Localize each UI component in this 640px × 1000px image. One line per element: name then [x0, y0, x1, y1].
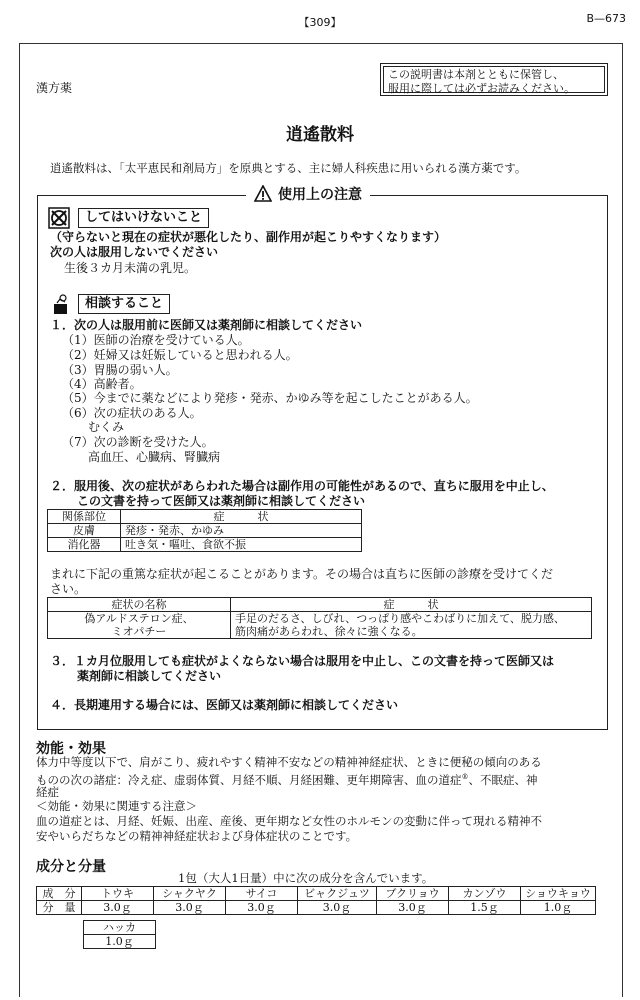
ingredient-amount: 3.0ｇ — [226, 901, 298, 915]
q1-item-3: （3）胃腸の弱い人。 — [62, 363, 178, 377]
ingredients-heading: 成分と分量 — [36, 859, 106, 875]
ingredients-table-extra — [83, 920, 156, 949]
ingredient-name: カンゾウ — [449, 887, 521, 901]
efficacy-heading: 効能・効果 — [36, 741, 106, 757]
q1-item-5: （5）今までに薬などにより発疹・発赤、かゆみ等を起こしたことがある人。 — [62, 391, 478, 405]
rare-note-end: さい。 — [50, 582, 87, 596]
ingredient-name: ハッカ — [84, 921, 156, 935]
ingredient-name: トウキ — [82, 887, 154, 901]
registered-mark: ® — [461, 773, 469, 781]
ingredient-name: ビャクジュツ — [298, 887, 377, 901]
ingredient-amount: 1.0ｇ — [84, 935, 156, 949]
ingredient-amount: 3.0ｇ — [82, 901, 154, 915]
category-label: 漢方薬 — [36, 81, 73, 95]
ingredient-amount: 3.0ｇ — [298, 901, 377, 915]
table-header-cell: 症 状 — [231, 598, 592, 612]
table-cell: 皮膚 — [48, 524, 121, 538]
efficacy-line-3: 経症 — [36, 785, 59, 799]
table-row — [84, 921, 156, 935]
dont-section-header — [48, 207, 209, 229]
table-cell: 吐き気・嘔吐、食欲不振 — [121, 538, 362, 552]
q1-item-7-sub: 高血圧、心臓病、腎臓病 — [88, 450, 221, 464]
ingredient-amount: 3.0ｇ — [154, 901, 226, 915]
efficacy-line-2-text: ものの次の諸症：冷え症、虚弱体質、月経不順、月経困難、更年期障害、血の道症 — [36, 772, 462, 787]
row-label: 成 分 — [37, 887, 82, 901]
page-number: 【309】 — [298, 16, 342, 29]
dont-note: （守らないと現在の症状が悪化したり、副作用が起こりやすくなります） — [50, 230, 447, 244]
page-title: 逍遙散料 — [286, 125, 354, 145]
ingredient-name: シャクヤク — [154, 887, 226, 901]
warning-triangle-icon — [254, 185, 272, 203]
q1-item-4: （4）高齢者。 — [62, 377, 142, 391]
dont-lead: 次の人は服用しないでください — [50, 245, 219, 259]
symptom-name-line-1: 偽アルドステロン症、 — [84, 612, 194, 625]
table-header-row — [48, 598, 592, 612]
keep-notice-box — [380, 63, 608, 96]
efficacy-related-line-1: 血の道症とは、月経、妊娠、出産、産後、更年期など女性のホルモンの変動に伴って現れる精神不 — [36, 814, 542, 828]
symptom-desc-line-1: 手足のだるさ、しびれ、つっぱり感やこわばりに加えて、脱力感、 — [235, 612, 565, 625]
table-header-cell: 関係部位 — [48, 510, 121, 524]
table-header-row — [48, 510, 362, 524]
intro-text: 逍遙散料は、「太平恵民和剤局方」を原典とする、主に婦人科疾患に用いられる漢方薬です。 — [50, 161, 527, 175]
table-row — [37, 901, 596, 915]
ingredients-note: 1包（大人1日量）中に次の成分を含んでいます。 — [178, 871, 434, 885]
rare-note: まれに下記の重篤な症状が起こることがあります。その場合は直ちに医師の診療を受けてくだ — [50, 567, 554, 581]
serious-effects-table — [47, 597, 592, 639]
consult-q3-line-2: 薬剤師に相談してください — [77, 669, 222, 683]
caution-heading — [246, 184, 370, 204]
efficacy-related-heading: ＜効能・効果に関連する注意＞ — [36, 799, 197, 813]
consult-q2-lead-2: この文書を持って医師又は薬剤師に相談してください — [77, 494, 366, 508]
ingredient-amount: 3.0ｇ — [377, 901, 449, 915]
table-cell — [231, 612, 592, 639]
table-header-cell: 症 状 — [121, 510, 362, 524]
table-row — [48, 524, 362, 538]
efficacy-line-1: 体力中等度以下で、肩がこり、疲れやすく精神不安などの精神神経症状、ときに便秘の傾向のある — [36, 755, 542, 769]
efficacy-line-2-end: 、不眠症、神 — [468, 772, 538, 787]
side-effects-table — [47, 509, 362, 552]
ingredient-name: ブクリョウ — [377, 887, 449, 901]
table-cell: 消化器 — [48, 538, 121, 552]
table-row — [48, 538, 362, 552]
dont-item: 生後３カ月未満の乳児。 — [64, 261, 197, 275]
table-cell: 発疹・発赤、かゆみ — [121, 524, 362, 538]
consult-q1-lead: １．次の人は服用前に医師又は薬剤師に相談してください — [50, 318, 363, 332]
symptom-desc-line-2: 筋肉痛があらわれ、徐々に強くなる。 — [235, 625, 423, 638]
dont-label: してはいけないこと — [78, 208, 209, 228]
table-cell — [48, 612, 231, 639]
ingredients-table — [36, 886, 596, 915]
ingredient-amount: 1.0ｇ — [521, 901, 596, 915]
table-row — [37, 887, 596, 901]
document-id: B—673 — [586, 12, 626, 25]
ingredient-name: ショウキョウ — [521, 887, 596, 901]
consult-section-header — [52, 293, 170, 315]
consult-pharmacist-icon — [52, 293, 70, 315]
keep-notice-line-1: この説明書は本剤とともに保管し、 — [388, 68, 564, 81]
caution-heading-text: 使用上の注意 — [278, 187, 362, 203]
table-header-cell: 症状の名称 — [48, 598, 231, 612]
prohibited-icon — [48, 207, 70, 229]
table-row — [84, 935, 156, 949]
consult-label: 相談すること — [78, 294, 170, 314]
q1-item-2: （2）妊婦又は妊娠していると思われる人。 — [62, 348, 298, 362]
consult-q2-lead-1: ２．服用後、次の症状があらわれた場合は副作用の可能性があるので、直ちに服用を中止し、 — [50, 479, 554, 493]
q1-item-7: （7）次の診断を受けた人。 — [62, 435, 214, 449]
efficacy-related-line-2: 安やいらだちなどの精神神経症状および身体症状のことです。 — [36, 829, 358, 843]
row-label: 分 量 — [37, 901, 82, 915]
consult-q3-line-1: ３．１カ月位服用しても症状がよくならない場合は服用を中止し、この文書を持って医師又は — [50, 654, 555, 668]
efficacy-line-2 — [36, 770, 538, 787]
q1-item-1: （1）医師の治療を受けている人。 — [62, 333, 250, 347]
ingredient-amount: 1.5ｇ — [449, 901, 521, 915]
q1-item-6-sub: むくみ — [88, 420, 125, 434]
table-row — [48, 612, 592, 639]
q1-item-6: （6）次の症状のある人。 — [62, 406, 202, 420]
keep-notice-line-2: 服用に際しては必ずお読みください。 — [388, 82, 575, 95]
ingredient-name: サイコ — [226, 887, 298, 901]
consult-q4: ４．長期連用する場合には、医師又は薬剤師に相談してください — [50, 698, 399, 712]
symptom-name-line-2: ミオパチー — [111, 625, 167, 638]
